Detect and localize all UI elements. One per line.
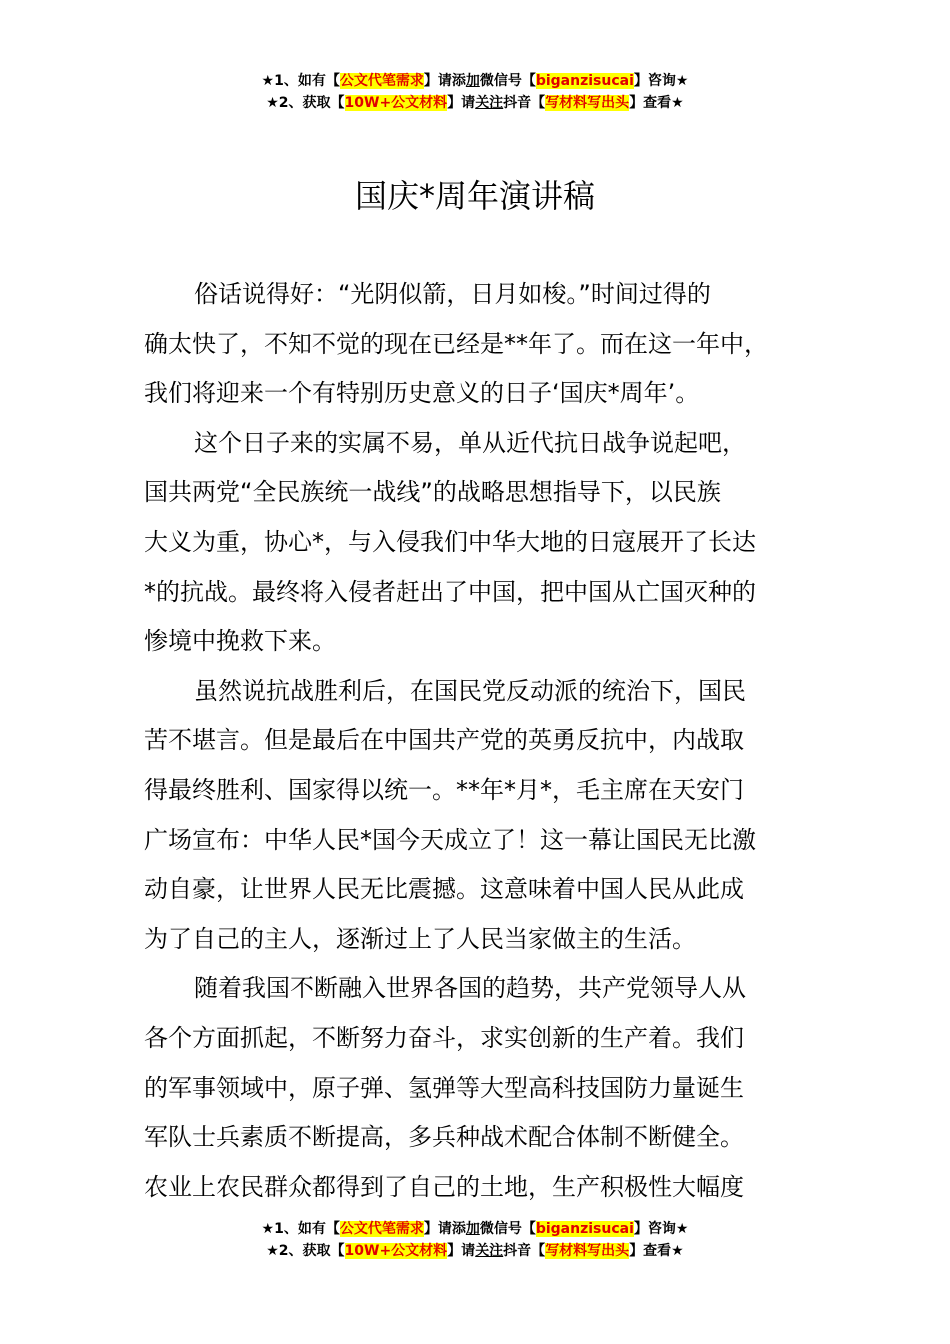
body-line: 这个日子来的实属不易，单从近代抗日战争说起吧，	[194, 428, 746, 457]
footer-highlight-materials: 10W+公文材料	[344, 1243, 448, 1259]
banner-highlight-service: 公文代笔需求	[339, 73, 424, 89]
banner-highlight-douyin: 写材料写出头	[545, 95, 630, 111]
footer-line-2-mid: 】请	[447, 1243, 476, 1259]
footer-banner	[0, 1218, 950, 1262]
body-line: 国共两党“全民族统一战线”的战略思想指导下，以民族	[144, 478, 721, 507]
banner-line-2-mid2: 抖音【	[503, 95, 546, 111]
body-line: 广场宣布：中华人民*国今天成立了！这一幕让国民无比激	[144, 825, 756, 854]
banner-line-1-strong: 加	[465, 73, 480, 89]
banner-line-2-mid: 】请	[447, 95, 476, 111]
banner-line-1-suffix: 】咨询★	[633, 73, 689, 89]
body-line: 得最终胜利、国家得以统一。**年*月*，毛主席在天安门	[144, 775, 744, 804]
banner-line-2-strong: 关注	[475, 95, 504, 111]
banner-line-1	[0, 70, 950, 92]
banner-line-2-prefix: ★2、获取【	[266, 95, 345, 111]
banner-highlight-wechat-id: biganzisucai	[535, 73, 634, 89]
body-line: *的抗战。最终将入侵者赶出了中国，把中国从亡国灭种的	[144, 577, 756, 606]
footer-line-2-strong: 关注	[475, 1243, 504, 1259]
footer-highlight-douyin: 写材料写出头	[545, 1243, 630, 1259]
footer-line-2-prefix: ★2、获取【	[266, 1243, 345, 1259]
banner-line-2-suffix: 】查看★	[629, 95, 684, 111]
body-line: 为了自己的主人，逐渐过上了人民当家做主的生活。	[144, 924, 696, 953]
footer-highlight-wechat-id: biganzisucai	[535, 1221, 634, 1237]
body-line: 农业上农民群众都得到了自己的土地，生产积极性大幅度	[144, 1172, 744, 1201]
footer-line-1-mid2: 微信号【	[479, 1221, 536, 1237]
header-banner	[0, 70, 950, 114]
banner-line-2	[0, 92, 950, 114]
body-line: 随着我国不断融入世界各国的趋势，共产党领导人从	[194, 974, 746, 1003]
body-line: 苦不堪言。但是最后在中国共产党的英勇反抗中，内战取	[144, 726, 744, 755]
body-line: 动自豪，让世界人民无比震撼。这意味着中国人民从此成	[144, 875, 744, 904]
body-line: 虽然说抗战胜利后，在国民党反动派的统治下，国民	[194, 676, 746, 705]
body-line: 惨境中挽救下来。	[144, 627, 336, 656]
body-line: 军队士兵素质不断提高，多兵种战术配合体制不断健全。	[144, 1123, 744, 1152]
footer-line-2	[0, 1240, 950, 1262]
footer-line-2-suffix: 】查看★	[629, 1243, 684, 1259]
document-title: 国庆*周年演讲稿	[354, 177, 595, 215]
body-line: 的军事领域中，原子弹、氢弹等大型高科技国防力量诞生	[144, 1073, 744, 1102]
footer-line-1-prefix: ★1、如有【	[261, 1221, 340, 1237]
body-line: 俗话说得好：“光阴似箭，日月如梭。”时间过得的	[194, 280, 711, 308]
body-line: 我们将迎来一个有特别历史意义的日子‘国庆*周年’。	[144, 379, 700, 408]
footer-line-1-suffix: 】咨询★	[633, 1221, 689, 1237]
body-line: 各个方面抓起，不断努力奋斗，求实创新的生产着。我们	[144, 1023, 744, 1052]
banner-line-1-prefix: ★1、如有【	[261, 73, 340, 89]
banner-line-1-mid2: 微信号【	[479, 73, 536, 89]
footer-line-1	[0, 1218, 950, 1240]
body-line: 大义为重，协心*，与入侵我们中华大地的日寇展开了长达	[144, 527, 756, 556]
footer-line-2-mid2: 抖音【	[503, 1243, 546, 1259]
footer-highlight-service: 公文代笔需求	[339, 1221, 424, 1237]
footer-line-1-strong: 加	[465, 1221, 480, 1237]
banner-highlight-materials: 10W+公文材料	[344, 95, 448, 111]
footer-line-1-mid: 】请添	[423, 1221, 466, 1237]
banner-line-1-mid: 】请添	[423, 73, 466, 89]
document-body	[144, 270, 836, 1212]
body-line: 确太快了，不知不觉的现在已经是**年了。而在这一年中，	[144, 329, 768, 358]
